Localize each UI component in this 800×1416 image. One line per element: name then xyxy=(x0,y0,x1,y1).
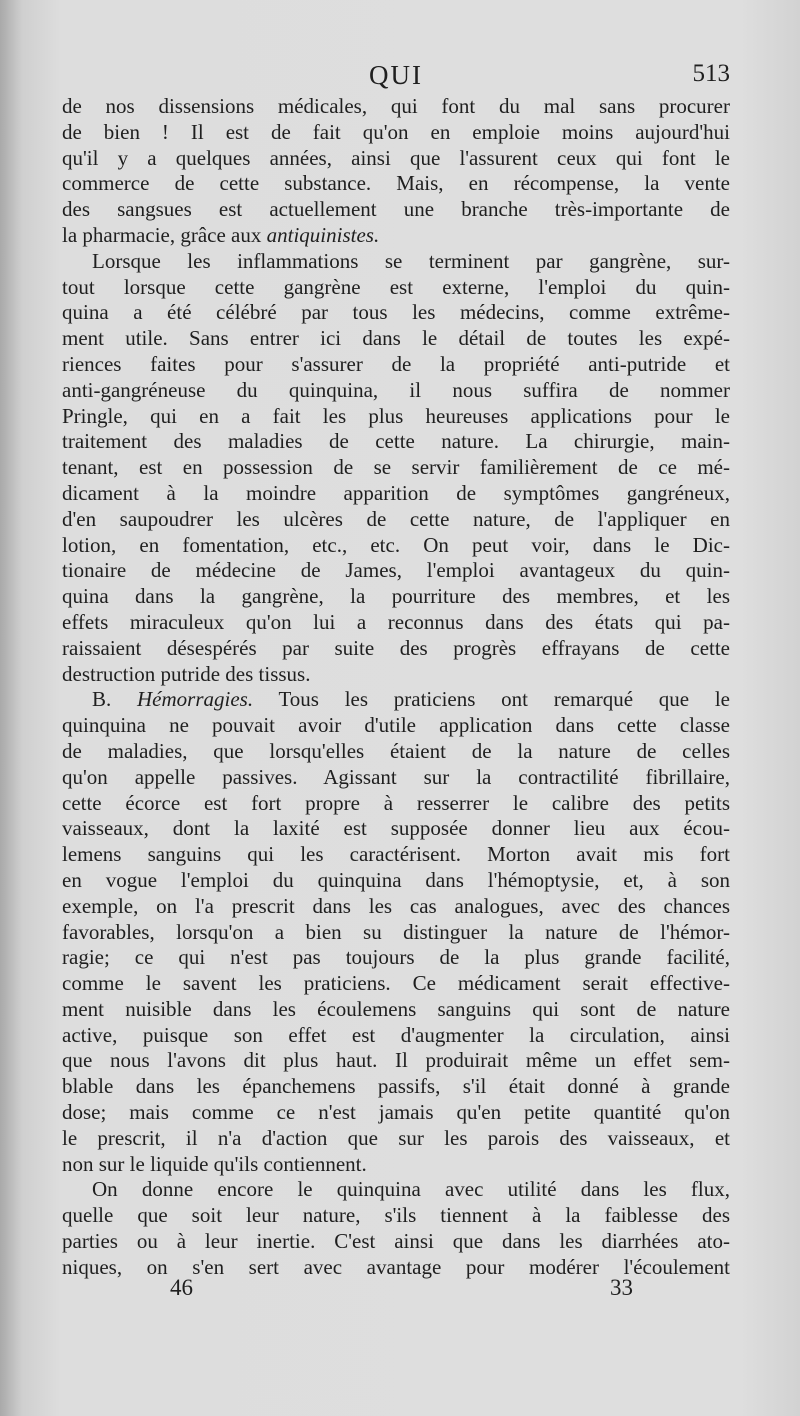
text-line xyxy=(62,636,730,662)
text-line xyxy=(62,352,730,378)
body-text xyxy=(62,94,730,1281)
line-text: tionaire de médecine de James, l'emploi avantageux du quin- xyxy=(62,558,730,583)
line-text: non sur le liquide qu'ils contiennent. xyxy=(62,1151,367,1176)
text-line xyxy=(62,1152,730,1178)
line-text: quelle que soit leur nature, s'ils tiennent à la faiblesse des xyxy=(62,1203,730,1228)
line-text: de nos dissensions médicales, qui font du mal sans procurer xyxy=(62,94,730,118)
line-text: en vogue l'emploi du quinquina dans l'hémoptysie, et, à son xyxy=(62,867,730,892)
text-line xyxy=(62,378,730,404)
text-line xyxy=(62,662,730,688)
text-line xyxy=(62,223,730,249)
line-text: Tous les praticiens ont remarqué que le xyxy=(253,687,730,712)
line-text: quina a été célébré par tous les médecins, comme extrême- xyxy=(62,300,730,325)
text-line xyxy=(62,146,730,172)
text-line xyxy=(62,920,730,946)
text-line xyxy=(62,997,730,1023)
page-header xyxy=(62,54,730,94)
line-text: niques, on s'en sert avec avantage pour modérer l'écoulement xyxy=(62,1254,730,1279)
line-text: blable dans les épanchemens passifs, s'il était donné à grande xyxy=(62,1074,730,1099)
line-text: lotion, en fomentation, etc., etc. On peut voir, dans le Dic- xyxy=(62,532,730,557)
text-line xyxy=(62,404,730,430)
line-text: qu'on appelle passives. Agissant sur la contractilité fibrillaire, xyxy=(62,764,730,789)
line-text: ragie; ce qui n'est pas toujours de la plus grande facilité, xyxy=(62,945,730,970)
line-text: le prescrit, il n'a d'action que sur les parois des vaisseaux, et xyxy=(62,1125,730,1150)
text-line xyxy=(62,94,730,120)
line-text: quina dans la gangrène, la pourriture des membres, et les xyxy=(62,584,730,609)
signature-left: 46 xyxy=(170,1275,193,1300)
text-line xyxy=(62,610,730,636)
italic-term: Hémorragies. xyxy=(137,687,254,712)
line-text: ment utile. Sans entrer ici dans le détail de toutes les expé- xyxy=(62,326,730,351)
text-line xyxy=(62,1100,730,1126)
text-line xyxy=(62,894,730,920)
text-line xyxy=(62,1023,730,1049)
line-text: exemple, on l'a prescrit dans les cas analogues, avec des chances xyxy=(62,893,730,918)
line-text: des sangsues est actuellement une branche très-importante de xyxy=(62,197,730,222)
line-text: la pharmacie, grâce aux xyxy=(62,222,267,247)
text-line xyxy=(62,791,730,817)
line-text: Pringle, qui en a fait les plus heureuses applications pour le xyxy=(62,403,730,428)
text-line xyxy=(62,558,730,584)
text-line xyxy=(62,1229,730,1255)
line-text: vaisseaux, dont la laxité est supposée donner lieu aux écou- xyxy=(62,816,730,841)
text-line xyxy=(62,275,730,301)
line-text: active, puisque son effet est d'augmenter la circulation, ainsi xyxy=(62,1022,730,1047)
text-line xyxy=(62,945,730,971)
text-line xyxy=(62,533,730,559)
text-line xyxy=(62,816,730,842)
text-line xyxy=(62,1126,730,1152)
line-text: de bien ! Il est de fait qu'on en emploie moins aujourd'hui xyxy=(62,119,730,144)
line-text: de maladies, que lorsqu'elles étaient de la nature de celles xyxy=(62,738,730,763)
line-text: traitement des maladies de cette nature. La chirurgie, main- xyxy=(62,429,730,454)
line-text: que nous l'avons dit plus haut. Il produirait même un effet sem- xyxy=(62,1048,730,1073)
line-text: comme le savent les praticiens. Ce médicament serait effective- xyxy=(62,971,730,996)
line-text: B. xyxy=(92,687,137,712)
text-line xyxy=(62,1074,730,1100)
line-text: favorables, lorsqu'on a bien su distinguer la nature de l'hémor- xyxy=(62,919,730,944)
signature-marks xyxy=(62,1275,730,1305)
signature-right: 33 xyxy=(610,1275,633,1300)
line-text: dose; mais comme ce n'est jamais qu'en petite quantité qu'on xyxy=(62,1100,730,1125)
text-line xyxy=(62,249,730,275)
text-line xyxy=(62,197,730,223)
text-line xyxy=(62,868,730,894)
text-line xyxy=(62,584,730,610)
line-text: raissaient désespérés par suite des progrès effrayans de cette xyxy=(62,635,730,660)
line-text: effets miraculeux qu'on lui a reconnus dans des états qui pa- xyxy=(62,609,730,634)
running-head: QUI xyxy=(369,60,423,90)
line-text: dicament à la moindre apparition de symptômes gangréneux, xyxy=(62,480,730,505)
text-line xyxy=(62,507,730,533)
line-text: cette écorce est fort propre à resserrer le calibre des petits xyxy=(62,790,730,815)
text-line xyxy=(62,1177,730,1203)
line-text: ment nuisible dans les écoulemens sanguins qui sont de nature xyxy=(62,996,730,1021)
text-line xyxy=(62,1203,730,1229)
text-line xyxy=(62,171,730,197)
text-line xyxy=(62,971,730,997)
text-line xyxy=(62,326,730,352)
line-text: On donne encore le quinquina avec utilité dans les flux, xyxy=(92,1177,730,1202)
line-text: lemens sanguins qui les caractérisent. Morton avait mis fort xyxy=(62,842,730,867)
line-text: commerce de cette substance. Mais, en récompense, la vente xyxy=(62,171,730,196)
text-line xyxy=(62,739,730,765)
text-line xyxy=(62,481,730,507)
line-text: Lorsque les inflammations se terminent par gangrène, sur- xyxy=(92,248,730,273)
line-text: tout lorsque cette gangrène est externe, l'emploi du quin- xyxy=(62,274,730,299)
line-text: destruction putride des tissus. xyxy=(62,661,311,686)
text-line xyxy=(62,713,730,739)
text-line xyxy=(62,765,730,791)
text-line xyxy=(62,687,730,713)
italic-term: antiquinistes. xyxy=(266,222,380,247)
text-line xyxy=(62,1048,730,1074)
text-line xyxy=(62,300,730,326)
line-text: parties ou à leur inertie. C'est ainsi que dans les diarrhées ato- xyxy=(62,1229,730,1254)
line-text: riences faites pour s'assurer de la propriété anti-putride et xyxy=(62,351,730,376)
line-text: tenant, est en possession de se servir familièrement de ce mé- xyxy=(62,455,730,480)
page-number: 513 xyxy=(692,60,730,87)
line-text: quinquina ne pouvait avoir d'utile application dans cette classe xyxy=(62,713,730,738)
line-text: qu'il y a quelques années, ainsi que l'assurent ceux qui font le xyxy=(62,145,730,170)
text-line xyxy=(62,120,730,146)
text-line xyxy=(62,842,730,868)
text-line xyxy=(62,429,730,455)
line-text: d'en saupoudrer les ulcères de cette nature, de l'appliquer en xyxy=(62,506,730,531)
line-text: anti-gangréneuse du quinquina, il nous suffira de nommer xyxy=(62,377,730,402)
text-line xyxy=(62,455,730,481)
